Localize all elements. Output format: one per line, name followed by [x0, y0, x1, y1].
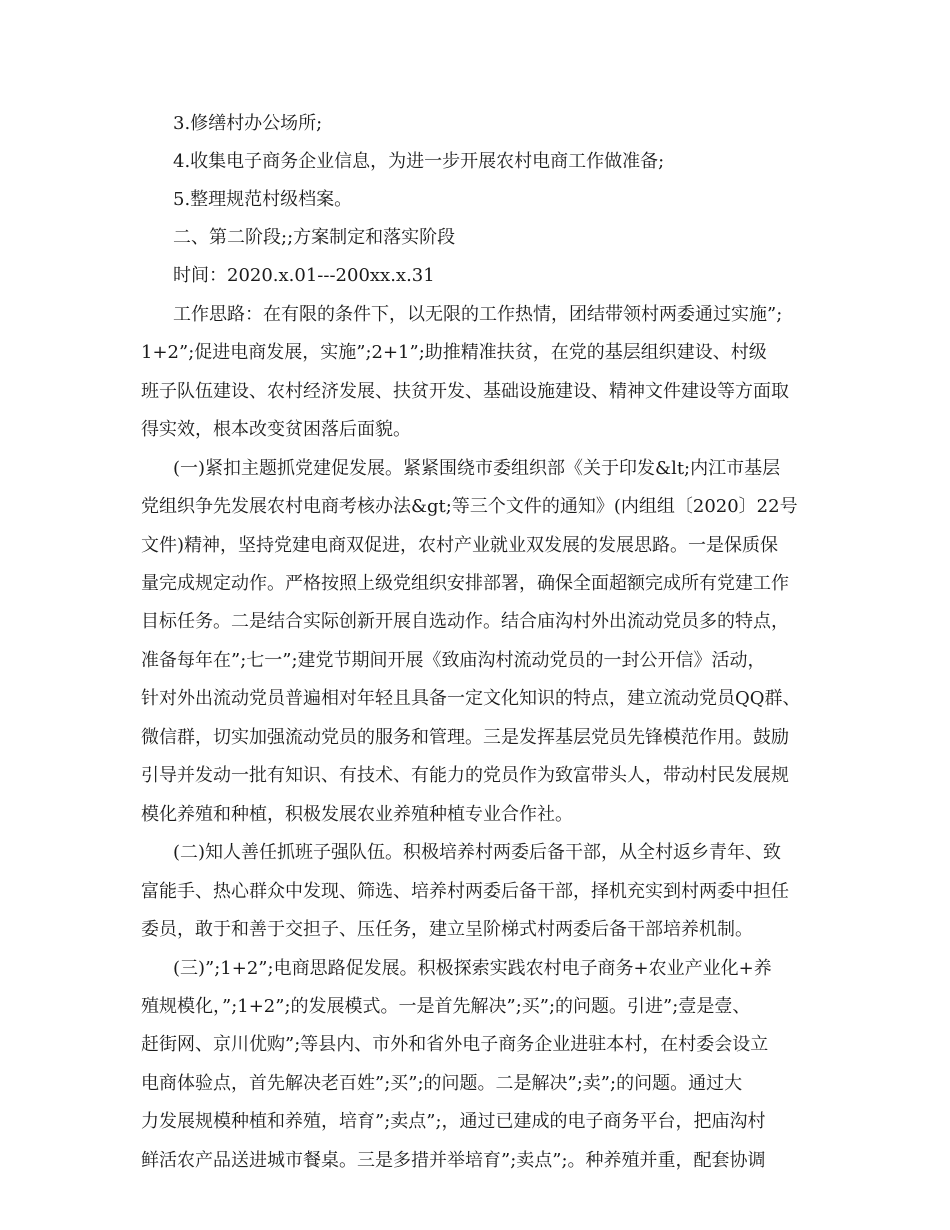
paragraph-line: 力发展规模种植和养殖，培育”;卖点”;，通过已建成的电子商务平台，把庙沟村: [141, 1111, 766, 1132]
paragraph-line: 殖规模化，”;1+2”;的发展模式。一是首先解决”;买”;的问题。引进”;壹是壹、: [141, 996, 751, 1017]
paragraph-line: 模化养殖和种植，积极发展农业养殖种植专业合作社。: [141, 804, 573, 825]
paragraph-line: 引导并发动一批有知识、有技术、有能力的党员作为致富带头人，带动村民发展规: [141, 765, 789, 786]
paragraph-line: 班子队伍建设、农村经济发展、扶贫开发、基础设施建设、精神文件建设等方面取: [141, 381, 789, 402]
paragraph-line: 赶街网、京川优购”;等县内、市外和省外电子商务企业进驻本村，在村委会设立: [141, 1034, 769, 1055]
paragraph-line: 富能手、热心群众中发现、筛选、培养村两委后备干部，择机充实到村两委中担任: [141, 881, 789, 902]
paragraph-line: (二)知人善任抓班子强队伍。积极培养村两委后备干部，从全村返乡青年、致: [173, 842, 782, 863]
paragraph-line: (三)”;1+2”;电商思路促发展。积极探索实践农村电子商务+农业产业化+养: [173, 958, 772, 979]
paragraph-line: 针对外出流动党员普遍相对年轻且具备一定文化知识的特点，建立流动党员QQ群、: [141, 688, 801, 709]
paragraph-line: 目标任务。二是结合实际创新开展自选动作。结合庙沟村外出流动党员多的特点，: [141, 611, 789, 632]
paragraph-line: 1+2”;促进电商发展，实施”;2+1”;助推精准扶贫，在党的基层组织建设、村级: [141, 342, 767, 363]
paragraph-line: 文件)精神，坚持党建电商双促进，农村产业就业双发展的发展思路。一是保质保: [141, 535, 779, 556]
paragraph-line: 得实效，根本改变贫困落后面貌。: [141, 419, 411, 440]
paragraph-line: 微信群，切实加强流动党员的服务和管理。三是发挥基层党员先锋模范作用。鼓励: [141, 727, 789, 748]
paragraph-line: 鲜活农产品送进城市餐桌。三是多措并举培育”;卖点”;。种养殖并重，配套协调: [141, 1150, 766, 1171]
section-heading: 二、第二阶段;;方案制定和落实阶段: [173, 227, 456, 248]
paragraph-line: 量完成规定动作。严格按照上级党组织安排部署，确保全面超额完成所有党建工作: [141, 573, 789, 594]
paragraph-line: 电商体验点，首先解决老百姓”;买”;的问题。二是解决”;卖”;的问题。通过大: [141, 1073, 743, 1094]
time-line: 时间：2020.x.01---200xx.x.31: [173, 265, 435, 286]
list-item-3: 3.修缮村办公场所;: [173, 113, 323, 134]
paragraph-line: (一)紧扣主题抓党建促发展。紧紧围绕市委组织部《关于印发&lt;内江市基层: [173, 458, 781, 479]
paragraph-line: 准备每年在”;七一”;建党节期间开展《致庙沟村流动党员的一封公开信》活动，: [141, 650, 766, 671]
paragraph-line: 工作思路：在有限的条件下，以无限的工作热情，团结带领村两委通过实施”;: [173, 304, 783, 325]
list-item-4: 4.收集电子商务企业信息，为进一步开展农村电商工作做准备;: [173, 151, 665, 172]
paragraph-line: 党组织争先发展农村电商考核办法&gt;等三个文件的通知》(内组组〔2020〕22号: [141, 496, 798, 517]
list-item-5: 5.整理规范村级档案。: [173, 189, 353, 210]
paragraph-line: 委员，敢于和善于交担子、压任务，建立呈阶梯式村两委后备干部培养机制。: [141, 919, 753, 940]
